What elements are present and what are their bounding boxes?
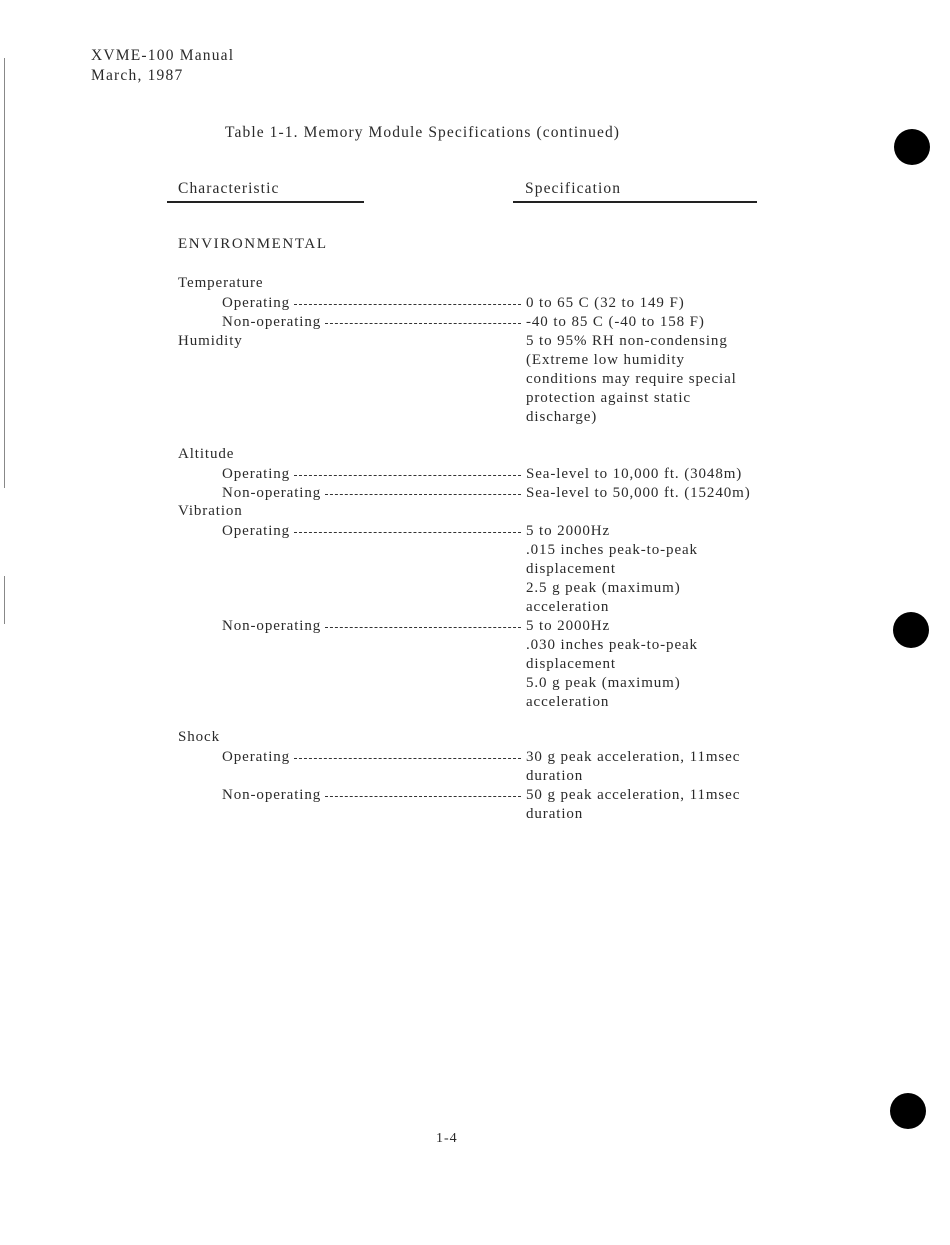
altitude-operating-spec: Sea-level to 10,000 ft. (3048m) (526, 466, 743, 482)
altitude-non-operating-spec: Sea-level to 50,000 ft. (15240m) (526, 485, 751, 501)
spec-line: protection against static (526, 390, 691, 406)
leader-dashes (325, 494, 521, 495)
leader-dashes (325, 323, 521, 324)
scan-edge-line (4, 58, 5, 488)
spec-line: 50 g peak acceleration, 11msec (526, 787, 741, 803)
altitude-non-operating-label: Non-operating (222, 485, 322, 501)
leader-dashes (294, 532, 521, 533)
temperature-non-operating-label: Non-operating (222, 314, 322, 330)
shock-non-operating-row (222, 786, 524, 805)
shock-non-operating-spec (526, 786, 798, 824)
humidity-spec (526, 332, 798, 427)
shock-operating-row (222, 748, 524, 767)
leader-dashes (325, 796, 521, 797)
altitude-non-operating-row (222, 484, 524, 503)
spec-line: discharge) (526, 409, 598, 425)
spec-line: 5 to 2000Hz (526, 523, 611, 539)
leader-dashes (294, 758, 521, 759)
shock-operating-label: Operating (222, 749, 291, 765)
spec-line: 5 to 95% RH non-condensing (526, 333, 728, 349)
spec-line: duration (526, 768, 584, 784)
table-title: Table 1-1. Memory Module Specifications (continued) (225, 124, 621, 141)
shock-non-operating-label: Non-operating (222, 787, 322, 803)
binder-hole (894, 129, 930, 165)
spec-line: displacement (526, 561, 616, 577)
column-header-specification: Specification (525, 180, 622, 197)
vibration-operating-label: Operating (222, 523, 291, 539)
page-number: 1-4 (436, 1131, 458, 1146)
spec-line: 5 to 2000Hz (526, 618, 611, 634)
spec-line: .015 inches peak-to-peak (526, 542, 698, 558)
temperature-non-operating-row (222, 313, 524, 332)
leader-dashes (294, 475, 521, 476)
spec-line: .030 inches peak-to-peak (526, 637, 698, 653)
humidity-label: Humidity (178, 333, 243, 349)
spec-line: 2.5 g peak (maximum) (526, 580, 681, 596)
vibration-operating-row (222, 522, 524, 541)
manual-date: March, 1987 (91, 67, 184, 84)
temperature-operating-spec: 0 to 65 C (32 to 149 F) (526, 295, 685, 311)
vibration-label: Vibration (178, 503, 243, 519)
temperature-label: Temperature (178, 275, 264, 291)
spec-line: acceleration (526, 599, 610, 615)
temperature-non-operating-spec: -40 to 85 C (-40 to 158 F) (526, 314, 705, 330)
vibration-non-operating-label: Non-operating (222, 618, 322, 634)
column-header-characteristic: Characteristic (178, 180, 280, 197)
spec-line: conditions may require special (526, 371, 737, 387)
section-heading: ENVIRONMENTAL (178, 236, 328, 252)
altitude-label: Altitude (178, 446, 235, 462)
vibration-non-operating-spec (526, 617, 798, 712)
vibration-operating-spec (526, 522, 798, 617)
column-rule-characteristic (167, 201, 364, 203)
altitude-operating-label: Operating (222, 466, 291, 482)
spec-line: 5.0 g peak (maximum) (526, 675, 681, 691)
spec-line: displacement (526, 656, 616, 672)
leader-dashes (294, 304, 521, 305)
spec-line: acceleration (526, 694, 610, 710)
spec-line: 30 g peak acceleration, 11msec (526, 749, 741, 765)
temperature-operating-label: Operating (222, 295, 291, 311)
scan-edge-line (4, 576, 5, 624)
column-rule-specification (513, 201, 757, 203)
shock-operating-spec (526, 748, 798, 786)
altitude-operating-row (222, 465, 524, 484)
leader-dashes (325, 627, 521, 628)
shock-label: Shock (178, 729, 220, 745)
temperature-operating-row (222, 294, 524, 313)
spec-line: (Extreme low humidity (526, 352, 685, 368)
vibration-non-operating-row (222, 617, 524, 636)
spec-line: duration (526, 806, 584, 822)
manual-title: XVME-100 Manual (91, 47, 235, 64)
binder-hole (890, 1093, 926, 1129)
binder-hole (893, 612, 929, 648)
